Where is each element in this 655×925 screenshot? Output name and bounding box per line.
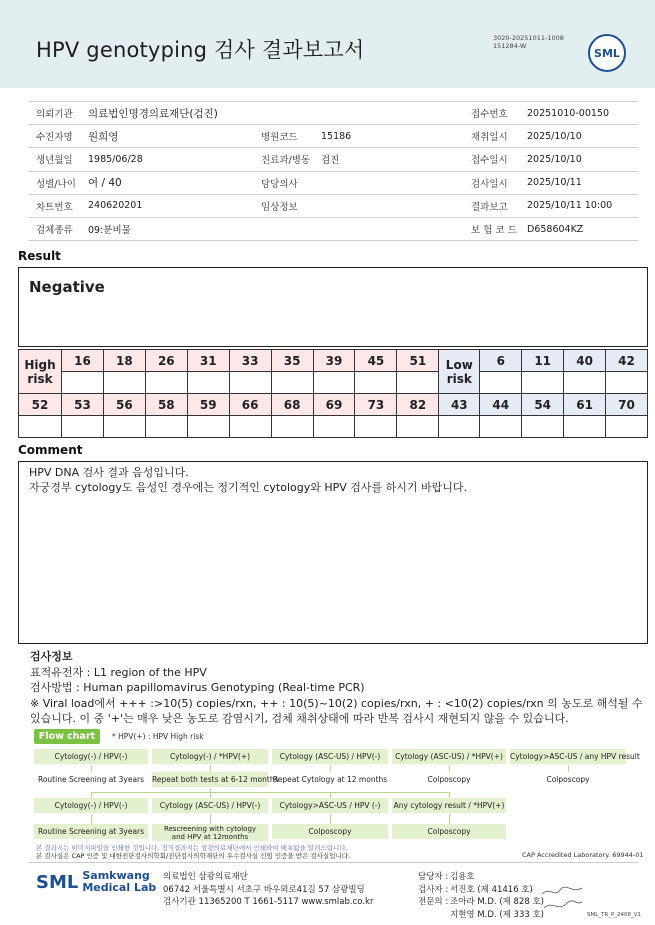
staff-role: 전문의 : bbox=[418, 897, 449, 907]
flow-branch-line bbox=[91, 792, 450, 793]
value-specimen-type: 09:분비물 bbox=[88, 217, 253, 240]
flow-arrow bbox=[330, 765, 331, 772]
flow-top-box: Cytology(-) / HPV(-) bbox=[34, 749, 148, 764]
hpv-type-cell: 11 bbox=[522, 350, 564, 372]
flow-bottom-box: Any cytology result / *HPV(+) bbox=[392, 798, 506, 813]
label-chart-number: 차트번호 bbox=[28, 194, 88, 217]
hpv-type-cell: 70 bbox=[606, 394, 648, 416]
label-sex-age: 성별/나이 bbox=[28, 171, 88, 194]
hpv-result-cell bbox=[313, 416, 355, 438]
flow-arrow bbox=[210, 814, 211, 824]
hpv-type-cell: 69 bbox=[313, 394, 355, 416]
staff-row bbox=[418, 896, 544, 909]
hpv-type-cell: 66 bbox=[229, 394, 271, 416]
hpv-result-cell bbox=[606, 372, 648, 394]
value-receipt-number: 20251010-00150 bbox=[527, 102, 638, 125]
flow-bottom-result: Colposcopy bbox=[392, 824, 506, 839]
flow-top-result: Routine Screening at 3years bbox=[37, 775, 145, 784]
flow-bottom-result bbox=[152, 824, 268, 841]
staff-name: 지현영 M.D. (제 333 호) bbox=[450, 909, 545, 920]
value-collection-date: 2025/10/10 bbox=[527, 125, 638, 148]
flow-top-result: Colposcopy bbox=[546, 775, 590, 784]
flow-arrow bbox=[449, 814, 450, 824]
hpv-type-cell: 73 bbox=[355, 394, 397, 416]
flow-top-result: Repeat both tests at 6-12 months bbox=[152, 772, 268, 787]
comment-box bbox=[18, 461, 648, 644]
flow-chart bbox=[34, 729, 640, 841]
staff-row bbox=[418, 884, 544, 897]
flow-chart-title: Flow chart bbox=[34, 729, 100, 744]
hpv-result-cell bbox=[522, 416, 564, 438]
brand-name bbox=[82, 870, 156, 894]
document-number: SML_TR_P_2408_V1 bbox=[587, 912, 642, 918]
hpv-result-cell bbox=[564, 372, 606, 394]
hpv-type-cell: 39 bbox=[313, 350, 355, 372]
value-requesting-org: 의료법인명경의료재단(검진) bbox=[88, 102, 463, 125]
hpv-result-cell bbox=[103, 416, 145, 438]
staff-role: 검사자 : bbox=[418, 884, 449, 895]
label-specimen-type: 검체종류 bbox=[28, 217, 88, 240]
viral-load-note: ※ Viral load에서 +++ :>10(5) copies/rxn, ++ : 10(5)~10(2) copies/rxn, + : <10(2) copies/rxn 의 농도로 해석될 수 있습니다. 이 중 '+'는 매우 낮은 농도로 감염시기, 검체 채취상태에 따라 반복 검사시 재현되지 않을 수 있습니다. bbox=[30, 696, 643, 725]
comment-line-1: HPV DNA 검사 결과 음성입니다. bbox=[29, 466, 189, 479]
hpv-type-cell: 43 bbox=[439, 394, 480, 416]
document-id-line2: 151284-W bbox=[493, 42, 527, 50]
hpv-type-cell: 18 bbox=[103, 350, 145, 372]
hpv-result-cell bbox=[606, 416, 648, 438]
hpv-type-cell: 58 bbox=[145, 394, 187, 416]
hpv-type-cell: 35 bbox=[271, 350, 313, 372]
value-insurance-code: D658604KZ bbox=[527, 217, 638, 240]
hpv-result-cell bbox=[229, 372, 271, 394]
patient-info-table bbox=[28, 101, 638, 241]
flow-bottom-result: Colposcopy bbox=[272, 824, 388, 839]
label-collection-date: 채취일시 bbox=[463, 125, 527, 148]
flow-bottom-box: Cytology>ASC-US / HPV (-) bbox=[272, 798, 388, 813]
hpv-result-cell bbox=[355, 372, 397, 394]
flow-top-result: Colposcopy bbox=[427, 775, 471, 784]
value-sex-age: 여 / 40 bbox=[88, 171, 253, 194]
flow-arrow bbox=[91, 814, 92, 824]
staff-name: 서진호 (제 41416 호) bbox=[450, 884, 533, 895]
hpv-type-cell: 40 bbox=[564, 350, 606, 372]
hpv-type-cell: 31 bbox=[187, 350, 229, 372]
hpv-type-cell: 42 bbox=[606, 350, 648, 372]
brand-name-line2: Medical Lab bbox=[82, 881, 157, 894]
value-chart-number: 240620201 bbox=[88, 194, 253, 217]
label-receipt-date: 접수일시 bbox=[463, 148, 527, 171]
value-physician bbox=[313, 171, 463, 194]
flow-top-result: Repeat Cytology at 12 months bbox=[272, 775, 388, 784]
cap-accreditation: CAP Accredited Laboratory. 69944-01 bbox=[522, 851, 644, 859]
hpv-type-cell: 6 bbox=[480, 350, 522, 372]
value-empty bbox=[313, 217, 463, 240]
lab-org-name: 의료법인 삼광의료재단 bbox=[163, 872, 248, 882]
value-patient-name: 원희영 bbox=[88, 125, 253, 148]
hpv-result-cell bbox=[439, 416, 480, 438]
label-report-date: 결과보고 bbox=[463, 194, 527, 217]
flow-top-box: Cytology(-) / *HPV(+) bbox=[152, 749, 268, 764]
staff-name: 김용호 bbox=[450, 872, 475, 882]
result-heading: Result bbox=[18, 249, 61, 263]
hpv-type-cell: 33 bbox=[229, 350, 271, 372]
footer-divider bbox=[28, 862, 638, 863]
hpv-result-cell bbox=[62, 416, 104, 438]
result-box bbox=[18, 267, 648, 347]
flow-arrow bbox=[330, 814, 331, 824]
samkwang-brand bbox=[36, 870, 156, 894]
hpv-result-cell bbox=[271, 372, 313, 394]
test-method: 검사방법 : Human papillomavirus Genotyping (Real-time PCR) bbox=[30, 681, 365, 694]
label-patient-name: 수진자명 bbox=[28, 125, 88, 148]
hpv-type-cell: 54 bbox=[522, 394, 564, 416]
label-birth-date: 생년월일 bbox=[28, 148, 88, 171]
accreditation-notice: 본 검사실은 CAP 인증 및 대한진단검사의학회/진단검사의학재단의 우수검사실 신임 인증을 받은 검사실입니다. bbox=[36, 851, 351, 860]
sml-brand-logo-icon: SML bbox=[36, 871, 79, 893]
hpv-result-cell bbox=[313, 372, 355, 394]
report-header bbox=[0, 0, 655, 88]
low-risk-label: Low risk bbox=[439, 350, 480, 394]
hpv-type-cell: 52 bbox=[19, 394, 62, 416]
label-receipt-number: 접수번호 bbox=[463, 102, 527, 125]
hpv-type-cell: 53 bbox=[62, 394, 104, 416]
sml-logo-icon: SML bbox=[588, 34, 626, 72]
flow-top-box: Cytology (ASC-US) / *HPV(+) bbox=[392, 749, 506, 764]
hpv-result-cell bbox=[522, 372, 564, 394]
hpv-result-cell bbox=[480, 416, 522, 438]
hpv-result-cell bbox=[480, 372, 522, 394]
hpv-type-cell: 82 bbox=[397, 394, 439, 416]
flow-bottom-result: Routine Screening at 3years bbox=[34, 824, 148, 839]
hpv-type-cell: 51 bbox=[397, 350, 439, 372]
comment-line-2: 자궁경부 cytology도 음성인 경우에는 정기적인 cytology와 HPV 검사를 하시기 바랍니다. bbox=[29, 481, 468, 494]
value-test-date: 2025/10/11 bbox=[527, 171, 638, 194]
document-id bbox=[493, 34, 564, 50]
hpv-type-cell: 45 bbox=[355, 350, 397, 372]
flow-bottom-result-line2: and HPV at 12months bbox=[171, 833, 249, 841]
hpv-type-cell: 68 bbox=[271, 394, 313, 416]
hpv-result-cell bbox=[103, 372, 145, 394]
staff-row bbox=[418, 909, 544, 922]
label-requesting-org: 의뢰기관 bbox=[28, 102, 88, 125]
brand-name-line1: Samkwang bbox=[82, 869, 150, 882]
value-report-date: 2025/10/11 10:00 bbox=[527, 194, 638, 217]
hpv-type-cell: 44 bbox=[480, 394, 522, 416]
value-clinical-info bbox=[313, 194, 463, 217]
value-hospital-code: 15186 bbox=[313, 125, 463, 148]
hpv-result-cell bbox=[187, 416, 229, 438]
hpv-result-cell bbox=[271, 416, 313, 438]
flow-arrow bbox=[91, 765, 92, 772]
hpv-result-cell bbox=[187, 372, 229, 394]
target-gene: 표적유전자 : L1 region of the HPV bbox=[30, 665, 207, 679]
hpv-type-cell: 56 bbox=[103, 394, 145, 416]
hpv-result-cell bbox=[229, 416, 271, 438]
comment-heading: Comment bbox=[18, 443, 83, 457]
lab-address bbox=[163, 871, 373, 909]
staff-row bbox=[418, 871, 544, 884]
lab-street-address: 06742 서울특별시 서초구 바우뫼로41길 57 삼광빌딩 bbox=[163, 884, 365, 895]
label-hospital-code: 병원코드 bbox=[253, 125, 313, 148]
hpv-result-cell bbox=[145, 372, 187, 394]
hpv-result-cell bbox=[397, 372, 439, 394]
document-id-line1: 3020-20251011-1008 bbox=[493, 34, 564, 42]
hpv-result-cell bbox=[19, 416, 62, 438]
lab-contact: 검사기관 11365200 T 1661-5117 www.smlab.co.kr bbox=[163, 897, 374, 907]
flow-top-box: Cytology (ASC-US) / HPV(-) bbox=[272, 749, 388, 764]
label-test-date: 검사일시 bbox=[463, 171, 527, 194]
value-receipt-date: 2025/10/10 bbox=[527, 148, 638, 171]
test-info bbox=[30, 649, 645, 727]
flow-chart-legend: * HPV(+) : HPV High risk bbox=[112, 732, 204, 741]
signature-icon bbox=[540, 884, 584, 914]
hpv-result-cell bbox=[397, 416, 439, 438]
hpv-result-cell bbox=[62, 372, 104, 394]
staff-role: 담당자 : bbox=[418, 872, 449, 882]
label-insurance-code: 보 험 코 드 bbox=[463, 217, 527, 240]
print-notice: 본 결과지는 이미지파일을 인쇄한 것입니다. 정식결과지는 삼광의료재단에서 인쇄하여 배포됨을 알려드립니다. bbox=[36, 844, 348, 852]
label-clinical-info: 임상정보 bbox=[253, 194, 313, 217]
flow-arrow bbox=[449, 765, 450, 772]
hpv-type-cell: 61 bbox=[564, 394, 606, 416]
flow-arrow bbox=[210, 765, 211, 772]
hpv-type-cell: 16 bbox=[62, 350, 104, 372]
staff-list bbox=[418, 871, 544, 921]
high-risk-label: High risk bbox=[19, 350, 62, 394]
label-department: 진료과/병동 bbox=[253, 148, 313, 171]
value-birth-date: 1985/06/28 bbox=[88, 148, 253, 171]
flow-arrow bbox=[568, 765, 569, 772]
hpv-result-cell bbox=[564, 416, 606, 438]
flow-bottom-box: Cytology (ASC-US) / HPV(-) bbox=[152, 798, 268, 813]
hpv-result-cell bbox=[145, 416, 187, 438]
label-empty bbox=[253, 217, 313, 240]
flow-bottom-box: Cytology(-) / HPV(-) bbox=[34, 798, 148, 813]
hpv-genotype-table bbox=[18, 349, 648, 438]
result-value: Negative bbox=[29, 278, 105, 296]
test-info-heading: 검사정보 bbox=[30, 650, 73, 663]
staff-name: 조아라 M.D. (제 828 호) bbox=[450, 897, 545, 907]
flow-top-box: Cytology>ASC-US / any HPV result bbox=[510, 749, 626, 764]
value-department: 검진 bbox=[313, 148, 463, 171]
hpv-result-cell bbox=[355, 416, 397, 438]
page-title: HPV genotyping 검사 결과보고서 bbox=[36, 38, 365, 62]
hpv-type-cell: 26 bbox=[145, 350, 187, 372]
staff-role bbox=[418, 909, 450, 922]
hpv-type-cell: 59 bbox=[187, 394, 229, 416]
label-physician: 담당의사 bbox=[253, 171, 313, 194]
flow-bottom-result-line1: Rescreening with cytology bbox=[163, 825, 257, 833]
